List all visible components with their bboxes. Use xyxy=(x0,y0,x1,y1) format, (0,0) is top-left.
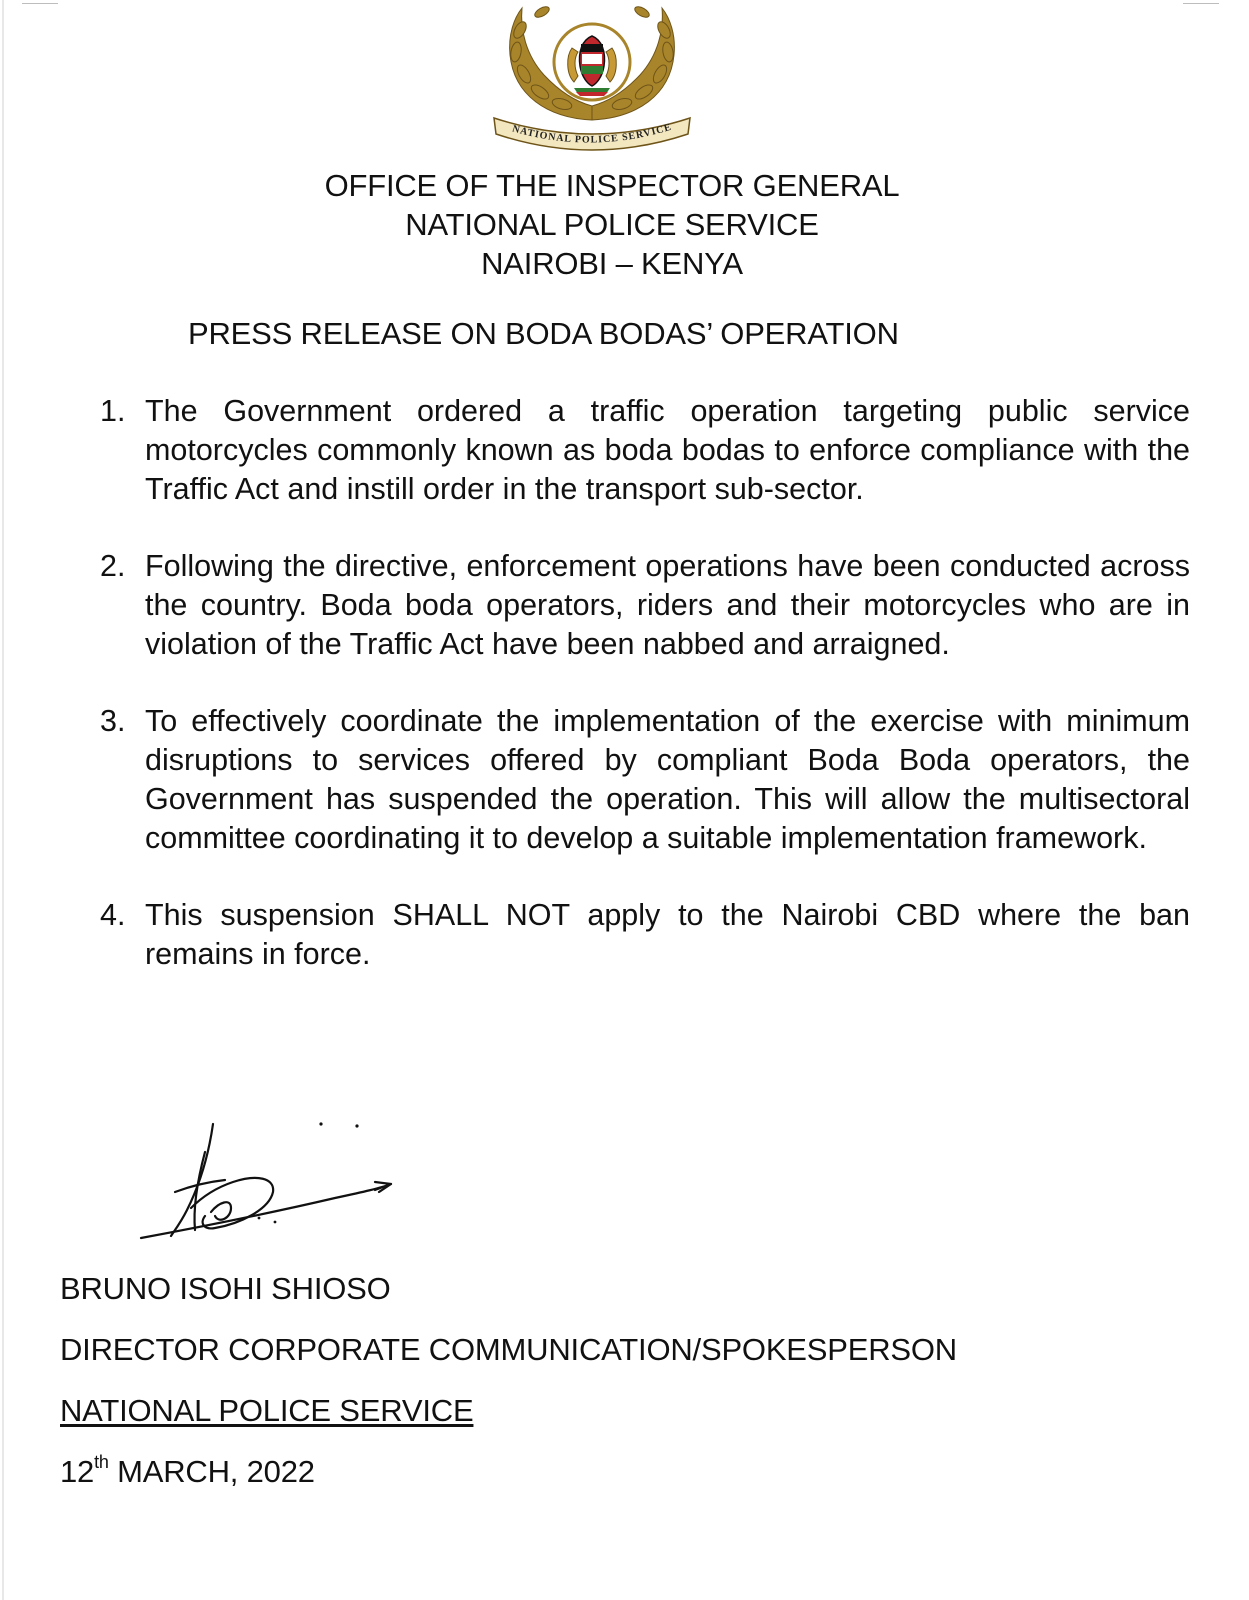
signatory-name: BRUNO ISOHI SHIOSO xyxy=(60,1271,391,1306)
crop-mark-left xyxy=(22,0,58,4)
press-release-items xyxy=(100,392,1190,974)
date-suffix: th xyxy=(94,1452,109,1472)
letterhead xyxy=(0,166,1224,283)
item-text: The Government ordered a traffic operation targeting public service motorcycles commonly known as boda bodas to enforce compliance with the Traffic Act and instill order in the transport sub-sector. xyxy=(145,394,1190,506)
list-item xyxy=(100,392,1190,509)
item-text: Following the directive, enforcement operations have been conducted across the country. Boda boda operators, riders and their motorcycles who are in violation of the Traffic Act have been nabbed and arraigned. xyxy=(145,549,1190,661)
coat-of-arms xyxy=(554,24,630,100)
release-date xyxy=(60,1453,957,1514)
item-number: 1. xyxy=(100,394,126,428)
date-day: 12 xyxy=(60,1454,95,1489)
item-text: To effectively coordinate the implementation of the exercise with minimum disruptions to services offered by compliant Boda Boda operators, the Government has suspended the operation. This will allow the multisectoral committee coordinating it to develop a suitable implementation framework. xyxy=(145,704,1190,855)
header-office: OFFICE OF THE INSPECTOR GENERAL xyxy=(324,168,900,203)
crop-mark-right xyxy=(1183,0,1219,4)
header-location: NAIROBI – KENYA xyxy=(481,246,743,281)
handwritten-signature xyxy=(135,1112,425,1252)
item-number: 3. xyxy=(100,704,126,738)
item-number: 4. xyxy=(100,898,126,932)
press-release-title: PRESS RELEASE ON BODA BODAS’ OPERATION xyxy=(188,316,899,351)
police-emblem-logo xyxy=(492,0,692,160)
item-number: 2. xyxy=(100,549,126,583)
item-text: This suspension SHALL NOT apply to the Nairobi CBD where the ban remains in force. xyxy=(145,898,1190,971)
signatory-organization: NATIONAL POLICE SERVICE xyxy=(60,1393,474,1428)
list-item xyxy=(100,896,1190,974)
signatory-position: DIRECTOR CORPORATE COMMUNICATION/SPOKESPERSON xyxy=(60,1332,957,1367)
emblem-ribbon-text: NATIONAL POLICE SERVICE xyxy=(510,121,674,146)
list-item xyxy=(100,702,1190,858)
date-month-year: MARCH, 2022 xyxy=(108,1454,315,1489)
header-service: NATIONAL POLICE SERVICE xyxy=(405,207,819,242)
list-item xyxy=(100,547,1190,664)
signatory-block xyxy=(60,1270,957,1514)
